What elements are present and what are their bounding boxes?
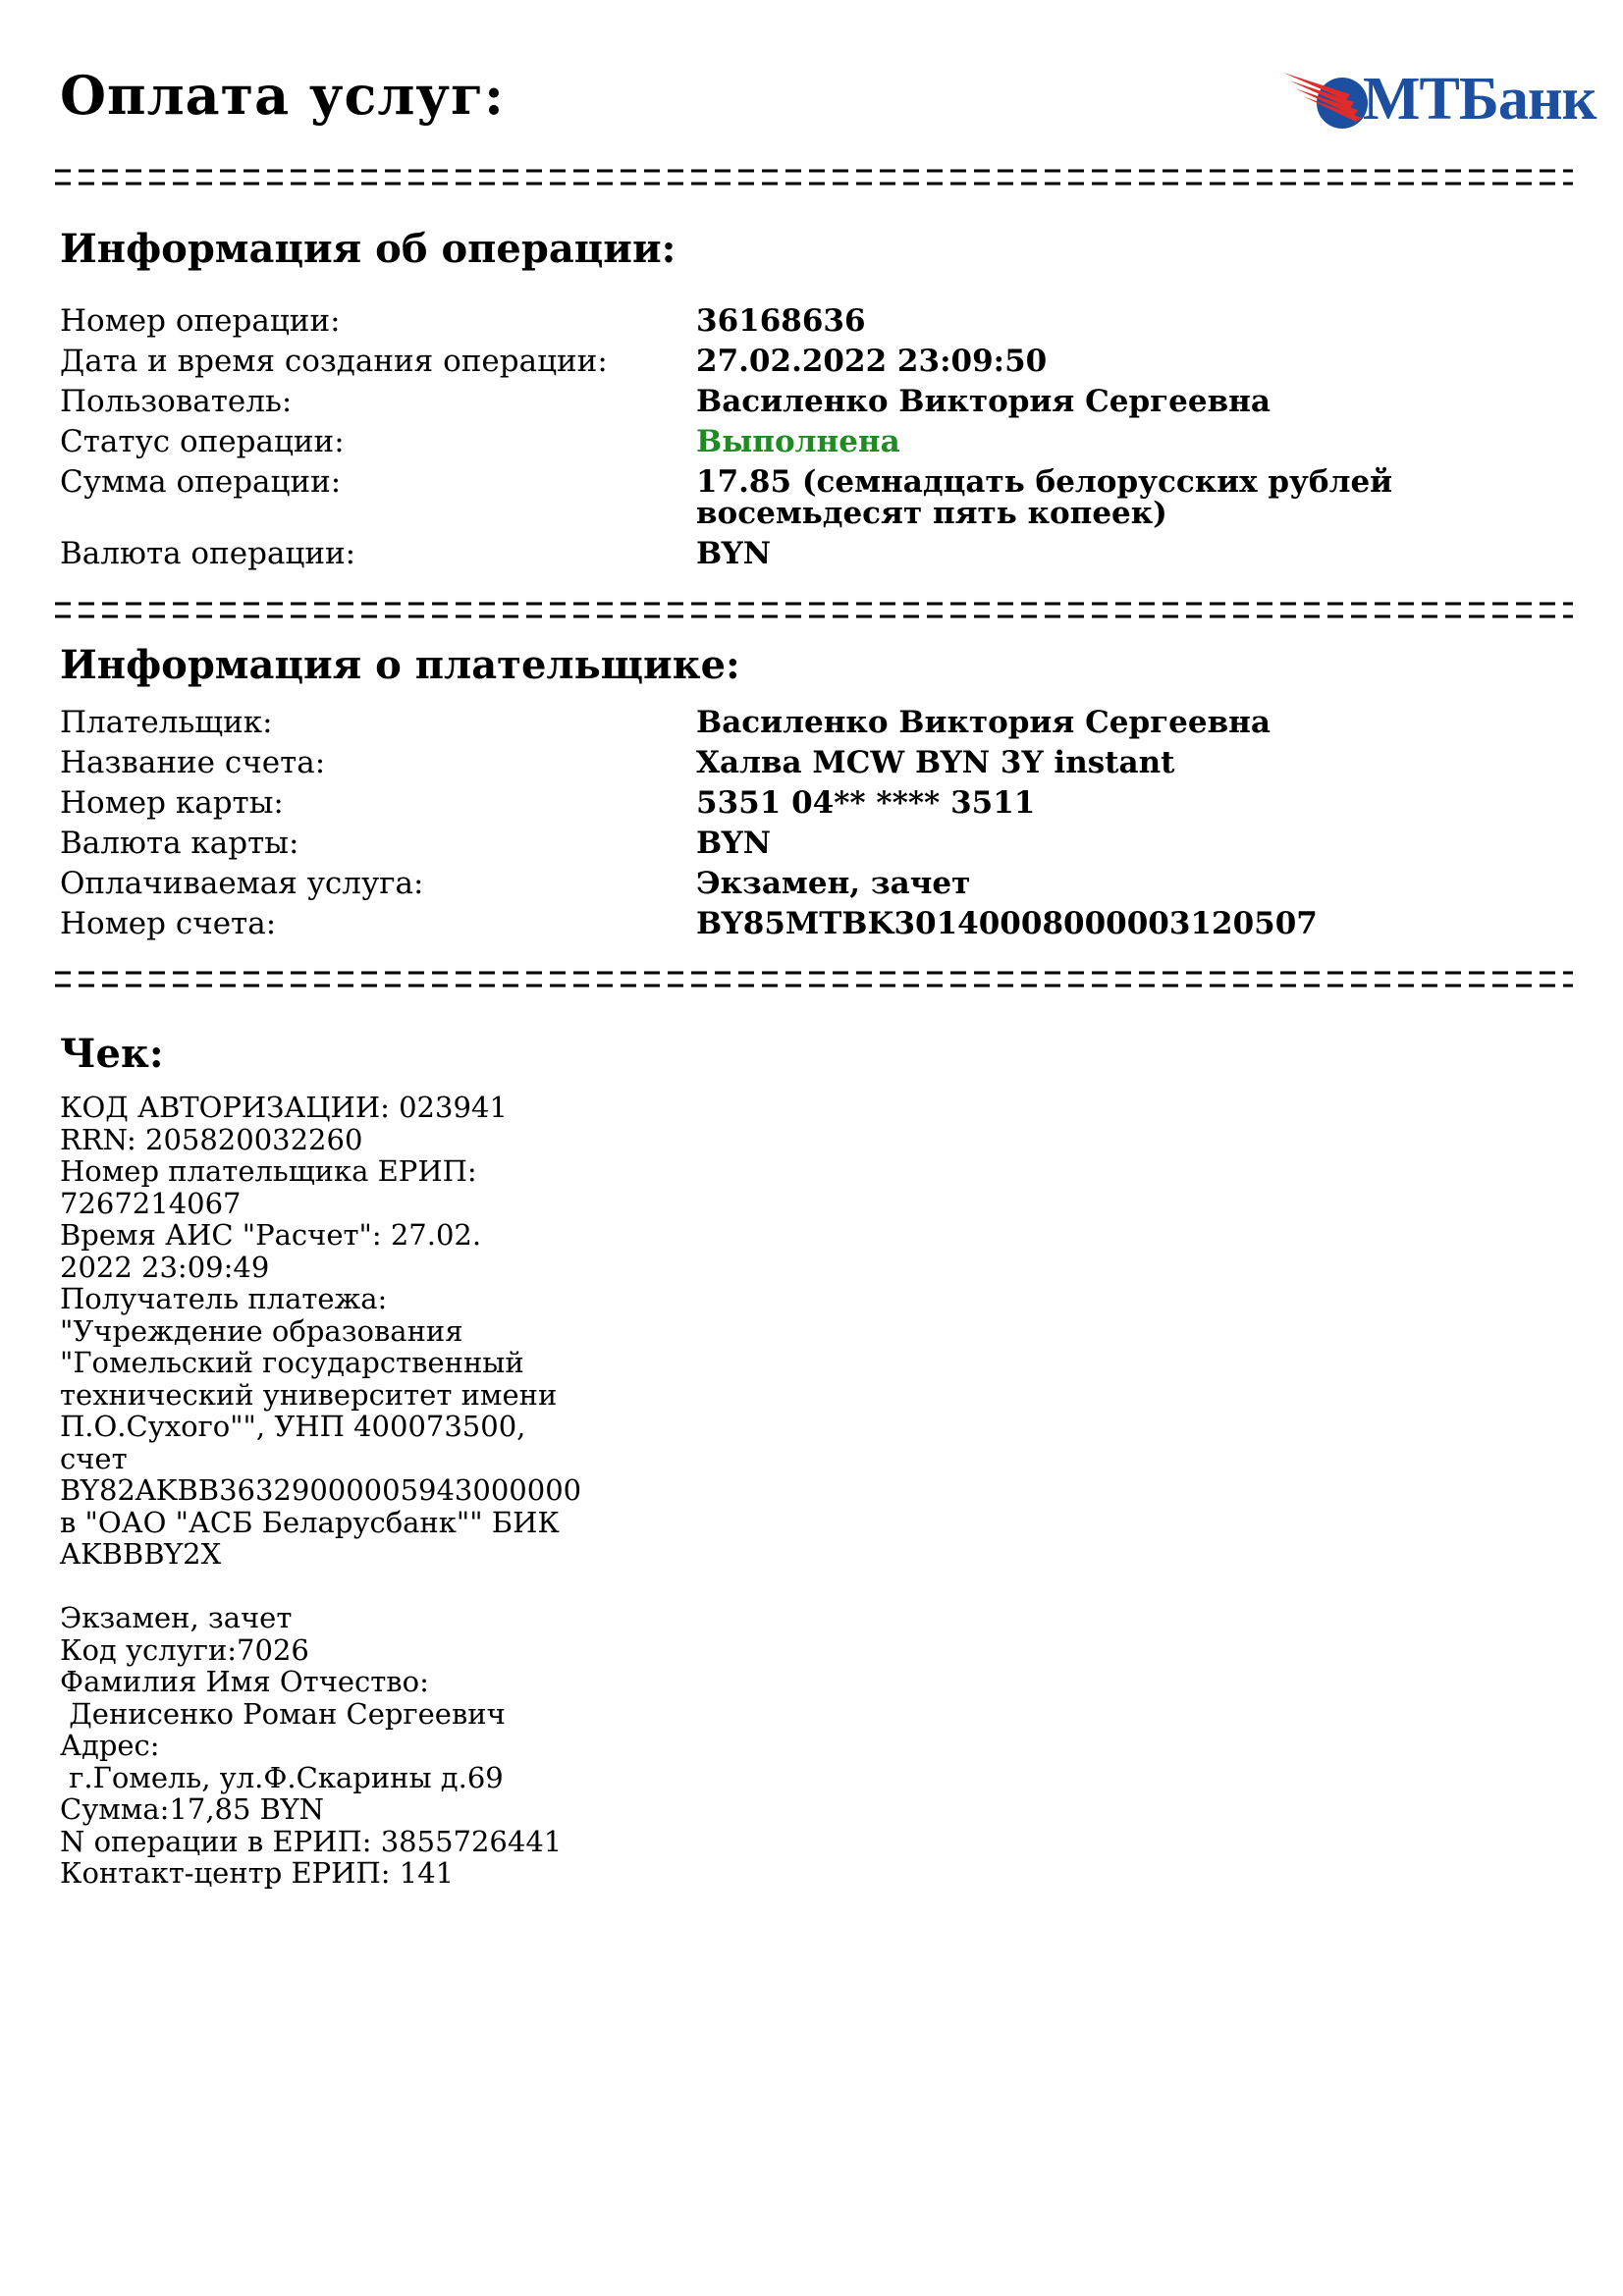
operation-row [60,426,1572,457]
operation-datetime-value: 27.02.2022 23:09:50 [696,344,1048,379]
receipt-line: BY82AKBB36329000005943000000 [60,1473,582,1507]
operation-section-title: Информация об операции: [60,226,676,272]
account-name-value: Халва MCW BYN 3Y instant [696,745,1175,780]
operation-row [60,538,1572,569]
receipt-section-title: Чек: [60,1031,164,1077]
amount-value: 17.85 (семнадцать белорусских рублей восемьдесят пять копеек) [696,464,1393,531]
payer-row [60,747,1572,778]
receipt-line: Код услуги:7026 [60,1632,309,1667]
receipt-line: счет [60,1441,128,1475]
receipt-line: Время АИС "Расчет": 27.02. [60,1218,482,1252]
card-number-label: Номер карты: [60,785,284,821]
service-value: Экзамен, зачет [696,866,971,901]
mtbank-logo [1281,63,1596,141]
receipt-line: Контакт-центр ЕРИП: 141 [60,1856,455,1890]
currency-label: Валюта операции: [60,536,356,571]
operation-number-value: 36168636 [696,303,866,339]
receipt-line: "Гомельский государственный [60,1346,524,1379]
account-number-value: BY85MTBK30140008000003120507 [696,906,1318,941]
receipt-line: г.Гомель, ул.Ф.Скарины д.69 [60,1760,504,1794]
payer-row [60,828,1572,859]
payer-row [60,868,1572,899]
receipt-line: Экзамен, зачет [60,1601,293,1634]
receipt-line: П.О.Сухого"", УНП 400073500, [60,1410,526,1443]
service-label: Оплачиваемая услуга: [60,866,424,901]
receipt-line: 7267214067 [60,1186,242,1220]
receipt-line: Адрес: [60,1729,160,1762]
payer-row [60,787,1572,819]
amount-label: Сумма операции: [60,464,342,500]
payer-info-list [60,707,1572,939]
receipt-line: 2022 23:09:49 [60,1250,270,1284]
receipt-line: Фамилия Имя Отчество: [60,1665,429,1698]
logo-text: МТБанк [1363,66,1596,133]
account-name-label: Название счета: [60,745,326,780]
separator-2 [55,602,1573,619]
logo-swoosh-icon [1281,67,1370,135]
operation-row [60,386,1572,417]
operation-datetime-label: Дата и время создания операции: [60,344,608,379]
receipt-line [60,1571,610,1603]
operation-row [60,305,1572,337]
receipt-line: Сумма:17,85 BYN [60,1792,324,1826]
receipt-line: Получатель платежа: [60,1282,388,1315]
payer-row [60,707,1572,738]
status-label: Статус операции: [60,424,345,459]
receipt-line: Денисенко Роман Сергеевич [60,1696,506,1731]
operation-row [60,466,1572,529]
payer-label: Плательщик: [60,705,273,740]
separator-3 [55,971,1573,988]
receipt-line: технический университет имени [60,1377,558,1412]
user-value: Василенко Виктория Сергеевна [696,384,1271,419]
operation-row [60,346,1572,377]
separator-1 [55,169,1573,187]
receipt-line: "Учреждение образования [60,1313,463,1348]
page-title: Оплата услуг: [60,64,505,127]
operation-info-list [60,305,1572,569]
receipt-line: Номер плательщика ЕРИП: [60,1154,477,1188]
receipt-text [60,1092,610,1890]
card-currency-label: Валюта карты: [60,826,299,861]
receipt-line: в "ОАО "АСБ Беларусбанк"" БИК [60,1505,560,1539]
receipt-line: N операции в ЕРИП: 3855726441 [60,1824,563,1858]
operation-number-label: Номер операции: [60,303,341,339]
currency-value: BYN [696,536,772,571]
card-number-value: 5351 04** **** 3511 [696,785,1036,821]
payer-value: Василенко Виктория Сергеевна [696,705,1271,740]
status-badge: Выполнена [696,424,900,459]
user-label: Пользователь: [60,384,293,419]
card-currency-value: BYN [696,826,772,861]
payer-row [60,908,1572,939]
receipt-line: RRN: 205820032260 [60,1122,363,1156]
receipt-line: AKBBBY2X [60,1537,222,1571]
receipt-line: КОД АВТОРИЗАЦИИ: 023941 [60,1091,508,1124]
payer-section-title: Информация о плательщике: [60,642,740,688]
account-number-label: Номер счета: [60,906,277,941]
